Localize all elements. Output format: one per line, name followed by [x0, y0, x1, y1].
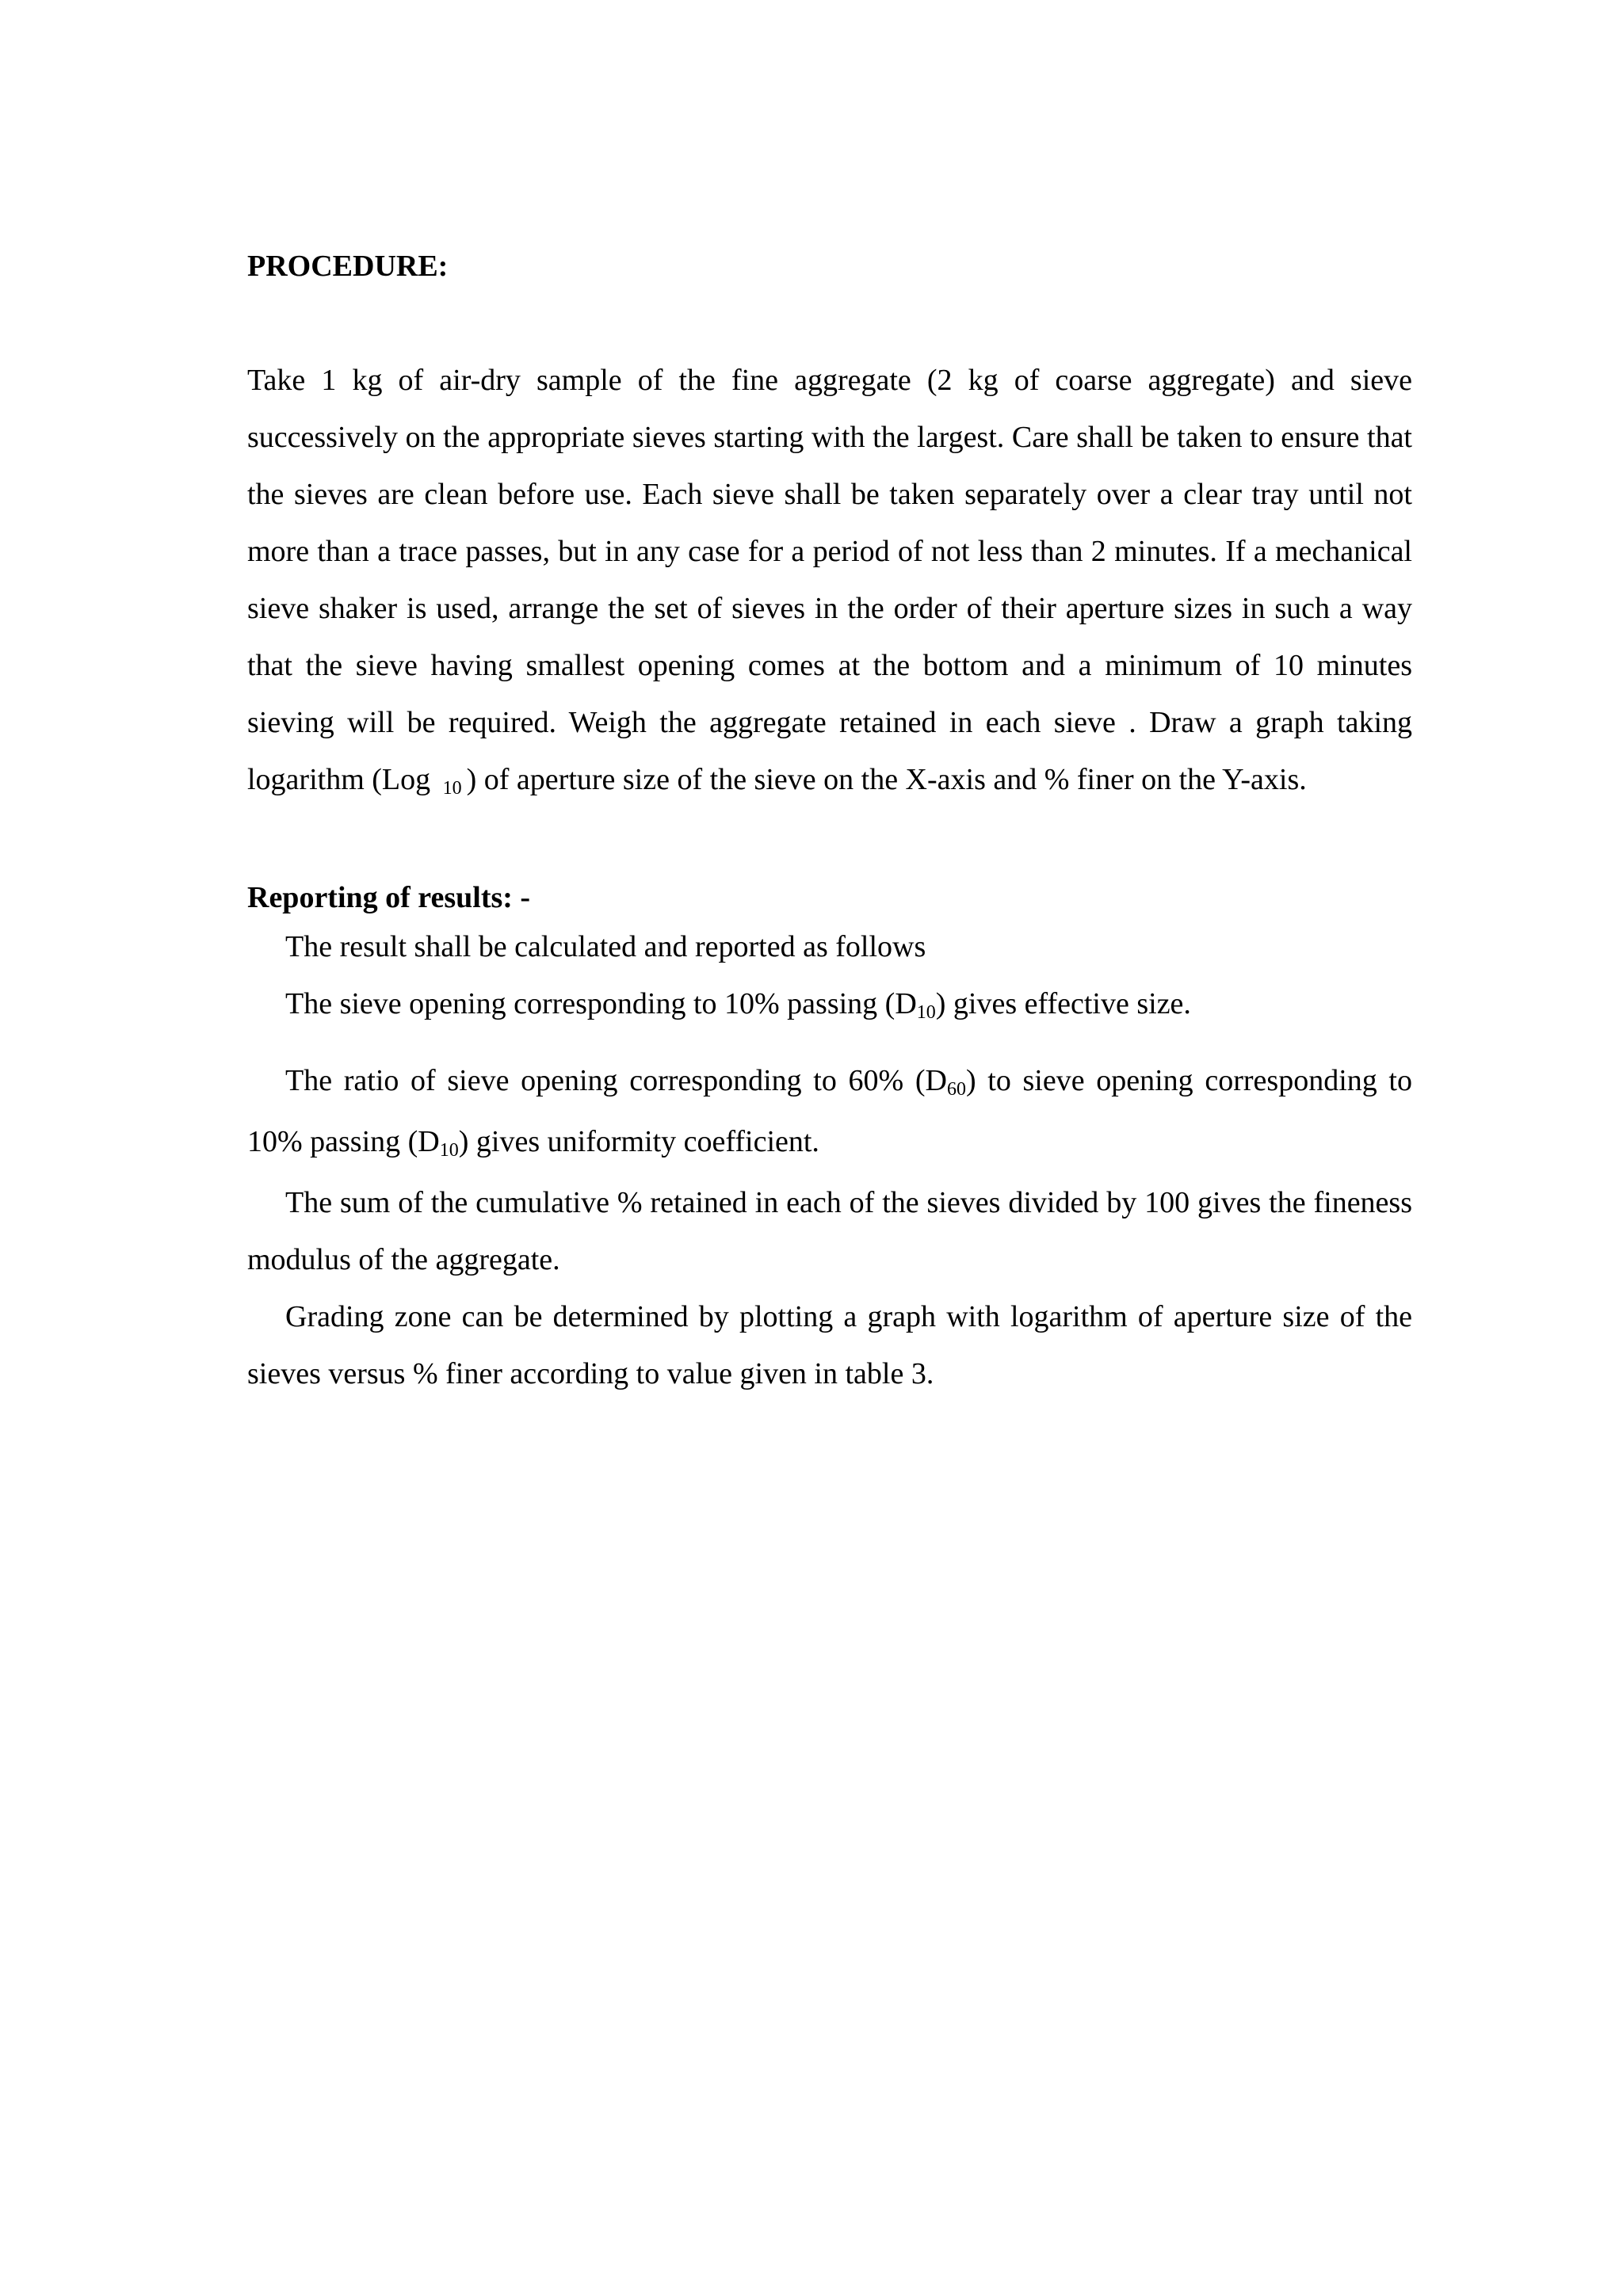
- results-line-2: [247, 975, 1412, 1036]
- spacer: [247, 1036, 1412, 1052]
- procedure-text-part2: ) of aperture size of the sieve on the X-axis and % finer on the Y-axis.: [466, 763, 1307, 796]
- uniformity-text-c: ) gives uniformity coefficient.: [458, 1125, 819, 1158]
- procedure-text-part1: Take 1 kg of air-dry sample of the fine aggregate (2 kg of coarse aggregate) and sieve successively on the appropriate sieves starting with the largest. Care shall be taken to ensure that the sieves are clean before use. Each sieve shall be taken separately over a clear tray until not more than a trace passes, but in any case for a period of not less than 2 minutes. If a mechanical sieve shaker is used, arrange the set of sieves in the order of their aperture sizes in such a way that the sieve having smallest opening comes at the bottom and a minimum of 10 minutes sieving will be required. Weigh the aggregate retained in each sieve . Draw a graph taking logarithm (Log: [247, 364, 1412, 796]
- spacer: [247, 287, 1412, 352]
- effective-size-text-b: ) gives effective size.: [935, 987, 1191, 1020]
- d10-subscript: 10: [439, 1140, 459, 1161]
- results-line-5: Grading zone can be determined by plotting a graph with logarithm of aperture size of the sieves versus % finer according to value given in table 3.: [247, 1300, 1412, 1390]
- results-line-1: The result shall be calculated and reported as follows: [285, 930, 926, 963]
- uniformity-text-a: The ratio of sieve opening corresponding to 60% (D: [285, 1064, 947, 1097]
- results-heading: Reporting of results: -: [247, 881, 531, 914]
- log-subscript: 10: [442, 778, 462, 799]
- procedure-heading: PROCEDURE:: [247, 250, 449, 283]
- spacer: [247, 812, 1412, 877]
- results-line-3: [247, 1052, 1412, 1174]
- d10-subscript: 10: [916, 1002, 936, 1023]
- d60-subscript: 60: [946, 1079, 966, 1100]
- procedure-paragraph: [247, 352, 1412, 812]
- document-page: [247, 246, 1412, 1402]
- effective-size-text-a: The sieve opening corresponding to 10% passing (D: [285, 987, 917, 1020]
- uniformity-text-b: ) to sieve opening corresponding to 10% passing (D: [247, 1064, 1412, 1158]
- results-line-4: The sum of the cumulative % retained in each of the sieves divided by 100 gives the fineness modulus of the aggregate.: [247, 1186, 1412, 1276]
